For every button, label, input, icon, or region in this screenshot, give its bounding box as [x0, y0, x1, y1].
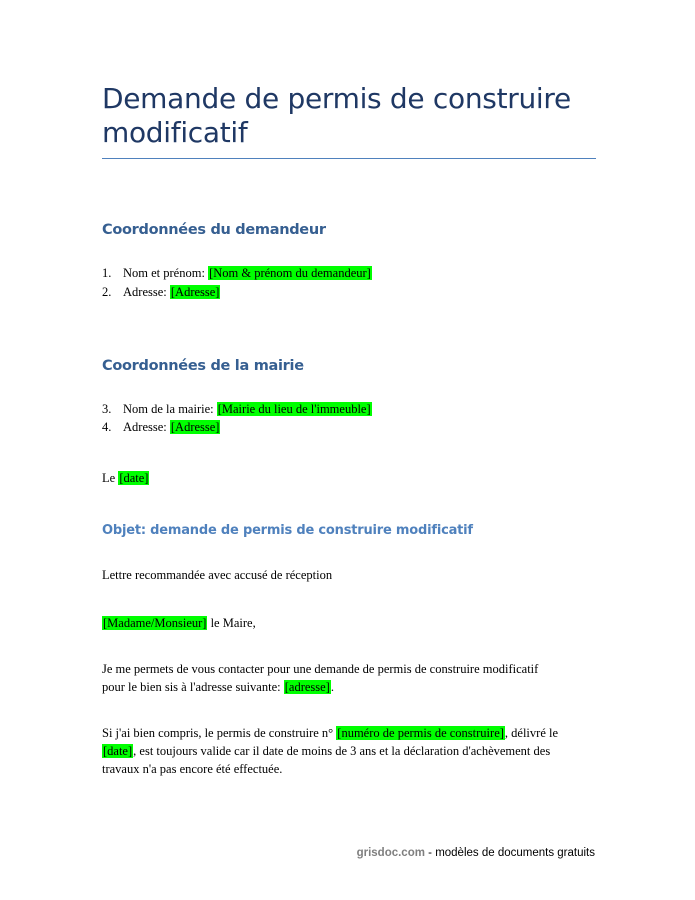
recommended-letter-line: Lettre recommandée avec accusé de réception	[102, 568, 333, 582]
objet-heading: Objet: demande de permis de construire modificatif	[102, 523, 473, 538]
paragraph-2-line-1	[102, 724, 558, 743]
paragraph-1-line-1: Je me permets de vous contacter pour une demande de permis de construire modificatif	[102, 662, 539, 676]
highlighted-placeholder: [Madame/Monsieur]	[103, 616, 207, 630]
highlighted-placeholder: [Nom & prénom du demandeur]	[209, 266, 371, 280]
list-number: 2.	[102, 285, 112, 299]
list-label: Nom de la mairie:	[123, 402, 217, 416]
highlighted-placeholder: [adresse]	[284, 680, 330, 694]
footer	[357, 847, 595, 859]
footer-text: - modèles de documents gratuits	[424, 847, 595, 859]
highlighted-placeholder: [date]	[119, 471, 149, 485]
text-span: , est toujours valide car il date de moins de 3 ans et la déclaration d'achèvement des	[133, 744, 551, 758]
title-underline	[102, 158, 596, 159]
salutation-suffix: le Maire,	[207, 616, 256, 630]
paragraph-1-line-2	[102, 678, 334, 697]
footer-brand-link[interactable]: grisdoc.com	[356, 847, 425, 859]
salutation	[102, 614, 256, 633]
section-heading-demandeur: Coordonnées du demandeur	[102, 222, 326, 238]
date-prefix: Le	[102, 471, 119, 485]
list-label: Adresse:	[123, 420, 170, 434]
highlighted-placeholder: [date]	[103, 744, 133, 758]
date-line	[102, 469, 149, 488]
list-label: Adresse:	[123, 285, 170, 299]
list-label: Nom et prénom:	[123, 266, 209, 280]
text-span: .	[330, 680, 334, 694]
list-number: 1.	[102, 266, 112, 280]
paragraph-2-line-2	[102, 742, 550, 761]
text-span: , délivré le	[504, 726, 559, 740]
list-item	[102, 283, 220, 302]
list-number: 4.	[102, 420, 112, 434]
paragraph-2-line-3: travaux n'a pas encore été effectuée.	[102, 762, 283, 776]
highlighted-placeholder: [Adresse]	[170, 420, 220, 434]
text-span: Si j'ai bien compris, le permis de construire n°	[102, 726, 337, 740]
section-heading-mairie: Coordonnées de la mairie	[102, 358, 304, 374]
text-span: pour le bien sis à l'adresse suivante:	[102, 680, 284, 694]
list-item	[102, 418, 220, 437]
list-item	[102, 400, 372, 419]
highlighted-placeholder: [Adresse]	[170, 285, 220, 299]
page-title: Demande de permis de construire modificatif	[102, 82, 571, 149]
highlighted-placeholder: [numéro de permis de construire]	[337, 726, 504, 740]
list-number: 3.	[102, 402, 112, 416]
list-item	[102, 264, 372, 283]
highlighted-placeholder: [Mairie du lieu de l'immeuble]	[217, 402, 371, 416]
